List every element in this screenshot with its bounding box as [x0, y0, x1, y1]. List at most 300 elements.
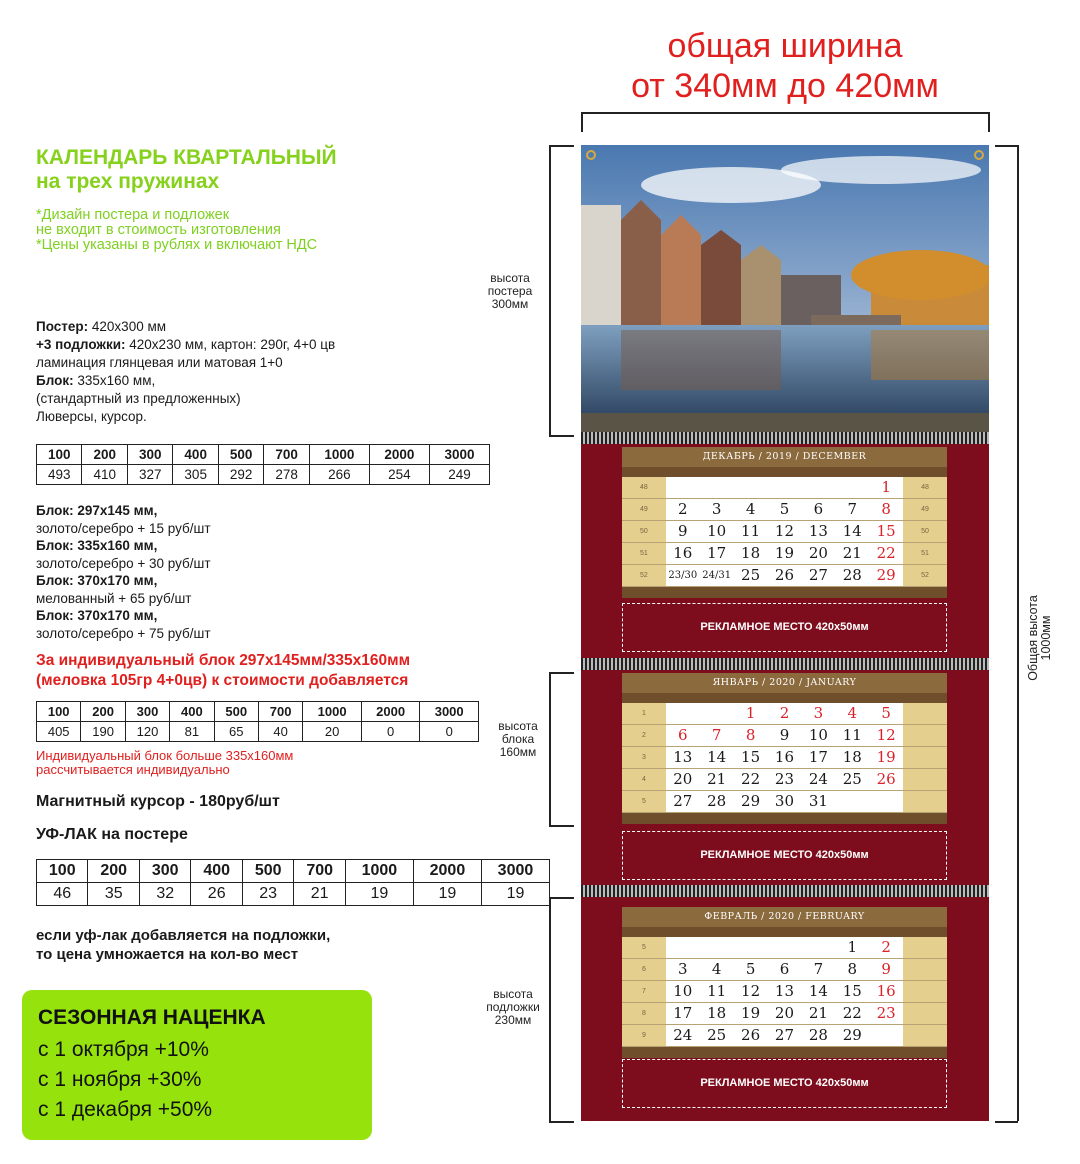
total-height-line	[1017, 145, 1019, 1121]
calendar-day: 8	[835, 959, 869, 980]
calendar-week-row	[622, 981, 947, 1003]
block-height-line	[549, 672, 551, 825]
price-cell: 20	[303, 722, 362, 742]
calendar-day: 14	[801, 981, 835, 1002]
calendar-day: 10	[801, 725, 835, 746]
qty-cell: 700	[264, 445, 309, 465]
qty-cell: 3000	[420, 702, 479, 722]
calendar-day: 13	[801, 521, 835, 542]
spring-binding	[581, 432, 989, 444]
calendar-day: 9	[768, 725, 802, 746]
block-height-tick	[549, 825, 574, 827]
calendar-day: 22	[869, 543, 903, 564]
width-dimension-tick	[988, 112, 990, 132]
calendar-day: 15	[734, 747, 768, 768]
calendar-day: 17	[700, 543, 734, 564]
calendar-day: 21	[700, 769, 734, 790]
ad-space: РЕКЛАМНОЕ МЕСТО 420х50мм	[622, 603, 947, 652]
qty-cell: 2000	[369, 445, 429, 465]
notes	[36, 208, 317, 253]
calendar-day: 7	[835, 499, 869, 520]
season-row: с 1 декабря +50%	[38, 1098, 213, 1121]
week-number-right: 49	[903, 499, 947, 520]
calendar-day	[734, 937, 768, 958]
calendar-day: 28	[835, 565, 869, 586]
week-number-right	[903, 747, 947, 768]
calendar-block-december	[622, 447, 947, 598]
qty-cell: 400	[170, 702, 214, 722]
price-cell: 292	[218, 465, 263, 485]
week-number: 2	[622, 725, 666, 746]
calendar-day: 3	[700, 499, 734, 520]
calendar-day	[768, 477, 802, 498]
week-number-right: 52	[903, 565, 947, 586]
week-number-right	[903, 981, 947, 1002]
block-options	[36, 502, 211, 642]
calendar-day: 20	[768, 1003, 802, 1024]
qty-cell: 400	[173, 445, 218, 465]
calendar-day: 26	[869, 769, 903, 790]
qty-cell: 1000	[303, 702, 362, 722]
dim-line: блока	[501, 732, 535, 746]
calendar-day: 1	[734, 703, 768, 724]
calendar-day: 24	[801, 769, 835, 790]
calendar-block-january	[622, 673, 947, 824]
calendar-day: 25	[835, 769, 869, 790]
calendar-day: 18	[734, 543, 768, 564]
price-cell: 65	[214, 722, 258, 742]
week-number-right: 48	[903, 477, 947, 498]
calendar-day: 5	[734, 959, 768, 980]
week-number-right	[903, 791, 947, 812]
qty-cell: 2000	[413, 860, 481, 883]
week-number-right	[903, 725, 947, 746]
calendar-day: 26	[734, 1025, 768, 1046]
qty-cell: 200	[82, 445, 127, 465]
price-cell: 327	[127, 465, 172, 485]
price-row	[37, 883, 550, 906]
week-number: 5	[622, 937, 666, 958]
season-row: с 1 октября +10%	[38, 1038, 209, 1061]
qty-cell: 500	[214, 702, 258, 722]
calendar-day: 2	[768, 703, 802, 724]
block-option-desc: мелованный + 65 руб/шт	[36, 590, 192, 606]
qty-cell: 100	[37, 445, 82, 465]
calendar-week-row	[622, 703, 947, 725]
spec-label: Блок:	[36, 373, 74, 388]
week-number-right: 50	[903, 521, 947, 542]
calendar-day: 25	[734, 565, 768, 586]
spec-block	[36, 318, 335, 426]
calendar-day	[700, 703, 734, 724]
calendar-day: 7	[801, 959, 835, 980]
week-number: 3	[622, 747, 666, 768]
calendar-day: 8	[869, 499, 903, 520]
calendar-day: 5	[768, 499, 802, 520]
week-number-right	[903, 1003, 947, 1024]
individual-note-line: рассчитывается индивидуально	[36, 762, 230, 777]
width-line: общая ширина	[667, 27, 903, 65]
calendar-week-row	[622, 725, 947, 747]
calendar-day	[666, 703, 700, 724]
dim-line: подложки	[486, 1000, 540, 1014]
uv-note-line: то цена умножается на кол-во мест	[36, 946, 299, 963]
calendar-day: 2	[666, 499, 700, 520]
note-line: *Дизайн постера и подложек	[36, 207, 230, 223]
calendar-day	[666, 937, 700, 958]
calendar-month-header: ДЕКАБРЬ / 2019 / DECEMBER	[622, 447, 947, 467]
calendar-day: 22	[734, 769, 768, 790]
week-number: 50	[622, 521, 666, 542]
price-cell: 0	[420, 722, 479, 742]
calendar-day: 9	[666, 521, 700, 542]
price-cell: 40	[258, 722, 302, 742]
season-title: СЕЗОННАЯ НАЦЕНКА	[38, 1006, 266, 1029]
calendar-day: 19	[734, 1003, 768, 1024]
calendar-day: 20	[801, 543, 835, 564]
spec-line: (стандартный из предложенных)	[36, 391, 241, 406]
seasonal-markup-box	[22, 990, 372, 1140]
calendar-day: 18	[835, 747, 869, 768]
calendar-day	[869, 1025, 903, 1046]
total-height-label	[1027, 578, 1053, 698]
calendar-day: 21	[801, 1003, 835, 1024]
calendar-day	[869, 791, 903, 812]
qty-cell: 200	[81, 702, 125, 722]
note-line: не входит в стоимость изготовления	[36, 222, 281, 238]
calendar-footer-strip	[622, 813, 947, 824]
price-cell: 410	[82, 465, 127, 485]
qty-row	[37, 702, 479, 722]
week-number: 52	[622, 565, 666, 586]
calendar-week-row	[622, 937, 947, 959]
spec-label: +3 подложки:	[36, 337, 126, 352]
width-line: от 340мм до 420мм	[631, 67, 939, 105]
qty-cell: 3000	[429, 445, 489, 465]
calendar-day	[801, 477, 835, 498]
block-option-name: Блок: 335х160 мм,	[36, 538, 158, 553]
spec-value: 335х160 мм,	[73, 373, 156, 388]
calendar-day: 12	[734, 981, 768, 1002]
calendar-day	[835, 791, 869, 812]
calendar-week-row	[622, 747, 947, 769]
poster-height-label	[470, 272, 550, 311]
calendar-day: 22	[835, 1003, 869, 1024]
individual-line: За индивидуальный блок 297х145мм/335х160мм	[36, 652, 411, 669]
calendar-day: 28	[700, 791, 734, 812]
calendar-day	[835, 477, 869, 498]
block-option-desc: золото/серебро + 75 руб/шт	[36, 625, 211, 641]
dim-line: Общая высота	[1026, 595, 1040, 681]
calendar-day: 24	[666, 1025, 700, 1046]
calendar-day: 12	[869, 725, 903, 746]
week-number: 9	[622, 1025, 666, 1046]
qty-cell: 100	[37, 702, 81, 722]
price-cell: 249	[429, 465, 489, 485]
calendar-day: 1	[835, 937, 869, 958]
qty-cell: 300	[125, 702, 169, 722]
ad-space: РЕКЛАМНОЕ МЕСТО 420х50мм	[622, 1059, 947, 1108]
qty-cell: 3000	[481, 860, 549, 883]
calendar-day: 16	[869, 981, 903, 1002]
calendar-day: 23	[869, 1003, 903, 1024]
dim-line: 1000мм	[1039, 615, 1053, 661]
calendar-day: 28	[801, 1025, 835, 1046]
calendar-day: 4	[700, 959, 734, 980]
qty-cell: 200	[88, 860, 139, 883]
calendar-week-row	[622, 769, 947, 791]
dim-line: 300мм	[491, 297, 529, 311]
week-number-right	[903, 937, 947, 958]
calendar-week-row	[622, 1025, 947, 1047]
calendar-week-row	[622, 959, 947, 981]
block-height-label	[488, 720, 548, 759]
weekday-strip	[622, 693, 947, 703]
calendar-day: 4	[835, 703, 869, 724]
price-cell: 26	[191, 883, 242, 906]
calendar-day: 6	[768, 959, 802, 980]
calendar-day: 9	[869, 959, 903, 980]
qty-cell: 1000	[345, 860, 413, 883]
calendar-day: 15	[869, 521, 903, 542]
calendar-day: 21	[835, 543, 869, 564]
backing-height-label	[478, 988, 548, 1027]
spring-binding	[581, 885, 989, 897]
calendar-day: 30	[768, 791, 802, 812]
calendar-day: 29	[734, 791, 768, 812]
week-number: 48	[622, 477, 666, 498]
week-number: 4	[622, 769, 666, 790]
individual-note	[36, 749, 293, 777]
block-option-desc: золото/серебро + 15 руб/шт	[36, 520, 211, 536]
week-number: 8	[622, 1003, 666, 1024]
calendar-day: 16	[666, 543, 700, 564]
price-cell: 190	[81, 722, 125, 742]
price-cell: 21	[294, 883, 345, 906]
calendar-day: 29	[835, 1025, 869, 1046]
calendar-day: 27	[768, 1025, 802, 1046]
calendar-week-row	[622, 521, 947, 543]
season-row: с 1 ноября +30%	[38, 1068, 202, 1091]
backing-height-line	[549, 897, 551, 1121]
qty-cell: 500	[218, 445, 263, 465]
calendar-week-row	[622, 1003, 947, 1025]
calendar-day: 16	[768, 747, 802, 768]
dim-line: высота	[493, 987, 533, 1001]
week-number-right	[903, 959, 947, 980]
uv-note-line: если уф-лак добавляется на подложки,	[36, 927, 331, 944]
individual-block-heading	[36, 651, 410, 691]
calendar-day: 8	[734, 725, 768, 746]
price-cell: 35	[88, 883, 139, 906]
calendar-day: 27	[666, 791, 700, 812]
price-cell: 120	[125, 722, 169, 742]
qty-cell: 300	[127, 445, 172, 465]
total-width-label	[560, 26, 1010, 106]
spring-binding	[581, 658, 989, 670]
spec-line: Люверсы, курсор.	[36, 409, 147, 424]
calendar-day: 26	[768, 565, 802, 586]
calendar-day	[666, 477, 700, 498]
calendar-day: 14	[835, 521, 869, 542]
dim-line: постера	[487, 284, 533, 298]
width-dimension-tick	[581, 112, 583, 132]
week-number: 6	[622, 959, 666, 980]
uv-lacquer-title: УФ-ЛАК на постере	[36, 826, 188, 843]
poster-height-tick	[549, 145, 574, 147]
qty-cell: 400	[191, 860, 242, 883]
calendar-day: 19	[768, 543, 802, 564]
width-dimension-line	[581, 112, 989, 114]
week-number: 51	[622, 543, 666, 564]
calendar-week-row	[622, 543, 947, 565]
week-number-right	[903, 769, 947, 790]
poster-photo	[581, 145, 989, 435]
spec-line: ламинация глянцевая или матовая 1+0	[36, 355, 283, 370]
qty-cell: 700	[294, 860, 345, 883]
weekday-strip	[622, 927, 947, 937]
calendar-day: 24/31	[700, 565, 734, 586]
block-option-name: Блок: 370х170 мм,	[36, 608, 158, 623]
price-table-uv	[36, 859, 550, 906]
calendar-day: 31	[801, 791, 835, 812]
calendar-week-row	[622, 499, 947, 521]
calendar-day	[700, 937, 734, 958]
calendar-day: 3	[666, 959, 700, 980]
calendar-day: 10	[666, 981, 700, 1002]
calendar-day: 23/30	[666, 565, 700, 586]
calendar-day: 14	[700, 747, 734, 768]
calendar-day: 25	[700, 1025, 734, 1046]
calendar-day: 12	[768, 521, 802, 542]
dim-line: высота	[498, 719, 538, 733]
block-option-desc: золото/серебро + 30 руб/шт	[36, 555, 211, 571]
calendar-day: 18	[700, 1003, 734, 1024]
price-cell: 266	[309, 465, 369, 485]
calendar-day: 19	[869, 747, 903, 768]
calendar-day: 11	[734, 521, 768, 542]
calendar-day: 11	[835, 725, 869, 746]
qty-row	[37, 860, 550, 883]
weekday-strip	[622, 467, 947, 477]
price-table-base	[36, 444, 490, 485]
calendar-footer-strip	[622, 587, 947, 598]
price-cell: 23	[242, 883, 293, 906]
calendar-day: 27	[801, 565, 835, 586]
qty-row	[37, 445, 490, 465]
calendar-day: 11	[700, 981, 734, 1002]
price-cell: 493	[37, 465, 82, 485]
total-height-tick	[995, 1121, 1018, 1123]
calendar-month-header: ФЕВРАЛЬ / 2020 / FEBRUARY	[622, 907, 947, 927]
calendar-day: 17	[801, 747, 835, 768]
individual-note-line: Индивидуальный блок больше 335х160мм	[36, 748, 294, 763]
price-cell: 46	[37, 883, 88, 906]
calendar-day: 23	[768, 769, 802, 790]
calendar-day: 3	[801, 703, 835, 724]
price-cell: 19	[481, 883, 549, 906]
price-cell: 19	[413, 883, 481, 906]
calendar-week-row	[622, 565, 947, 587]
dim-line: 230мм	[494, 1013, 532, 1027]
calendar-day: 29	[869, 565, 903, 586]
calendar-day: 2	[869, 937, 903, 958]
price-cell: 278	[264, 465, 309, 485]
price-row	[37, 722, 479, 742]
page-title	[36, 146, 337, 194]
ad-space: РЕКЛАМНОЕ МЕСТО 420х50мм	[622, 831, 947, 880]
calendar-block-february	[622, 907, 947, 1058]
qty-cell: 2000	[361, 702, 420, 722]
total-height-tick	[995, 145, 1018, 147]
calendar-day	[801, 937, 835, 958]
title-line-1: КАЛЕНДАРЬ КВАРТАЛЬНЫЙ	[36, 146, 337, 169]
individual-line: (меловка 105гр 4+0цв) к стоимости добавляется	[36, 672, 409, 689]
calendar-day	[700, 477, 734, 498]
week-number-right	[903, 1025, 947, 1046]
week-number-right: 51	[903, 543, 947, 564]
calendar-day: 15	[835, 981, 869, 1002]
qty-cell: 100	[37, 860, 88, 883]
price-row	[37, 465, 490, 485]
week-number-right	[903, 703, 947, 724]
week-number: 1	[622, 703, 666, 724]
calendar-day: 17	[666, 1003, 700, 1024]
note-line: *Цены указаны в рублях и включают НДС	[36, 237, 318, 253]
week-number: 49	[622, 499, 666, 520]
calendar-week-row	[622, 791, 947, 813]
magnet-cursor-price: Магнитный курсор - 180руб/шт	[36, 793, 280, 810]
block-option-name: Блок: 370х170 мм,	[36, 573, 158, 588]
price-cell: 0	[361, 722, 420, 742]
price-table-individual	[36, 701, 479, 742]
calendar-day: 13	[666, 747, 700, 768]
spec-label: Постер:	[36, 319, 89, 334]
calendar-day: 20	[666, 769, 700, 790]
price-cell: 32	[139, 883, 190, 906]
block-option-name: Блок: 297х145 мм,	[36, 503, 158, 518]
block-height-tick	[549, 672, 574, 674]
calendar-day	[734, 477, 768, 498]
qty-cell: 1000	[309, 445, 369, 465]
calendar-day: 10	[700, 521, 734, 542]
spec-value: 420х300 мм	[88, 319, 167, 334]
calendar-day: 13	[768, 981, 802, 1002]
calendar-day: 5	[869, 703, 903, 724]
week-number: 7	[622, 981, 666, 1002]
calendar-day	[768, 937, 802, 958]
calendar-footer-strip	[622, 1047, 947, 1058]
spec-value: 420х230 мм, картон: 290г, 4+0 цв	[125, 337, 336, 352]
calendar-month-header: ЯНВАРЬ / 2020 / JANUARY	[622, 673, 947, 693]
price-cell: 81	[170, 722, 214, 742]
qty-cell: 500	[242, 860, 293, 883]
title-line-2: на трех пружинах	[36, 170, 220, 193]
week-number: 5	[622, 791, 666, 812]
price-cell: 254	[369, 465, 429, 485]
price-cell: 305	[173, 465, 218, 485]
calendar-day: 1	[869, 477, 903, 498]
dim-line: 160мм	[499, 745, 537, 759]
backing-height-tick	[549, 897, 574, 899]
backing-height-tick	[549, 1121, 574, 1123]
calendar-day: 6	[666, 725, 700, 746]
poster-height-tick	[549, 435, 574, 437]
calendar-day: 4	[734, 499, 768, 520]
price-cell: 405	[37, 722, 81, 742]
calendar-day: 6	[801, 499, 835, 520]
price-cell: 19	[345, 883, 413, 906]
